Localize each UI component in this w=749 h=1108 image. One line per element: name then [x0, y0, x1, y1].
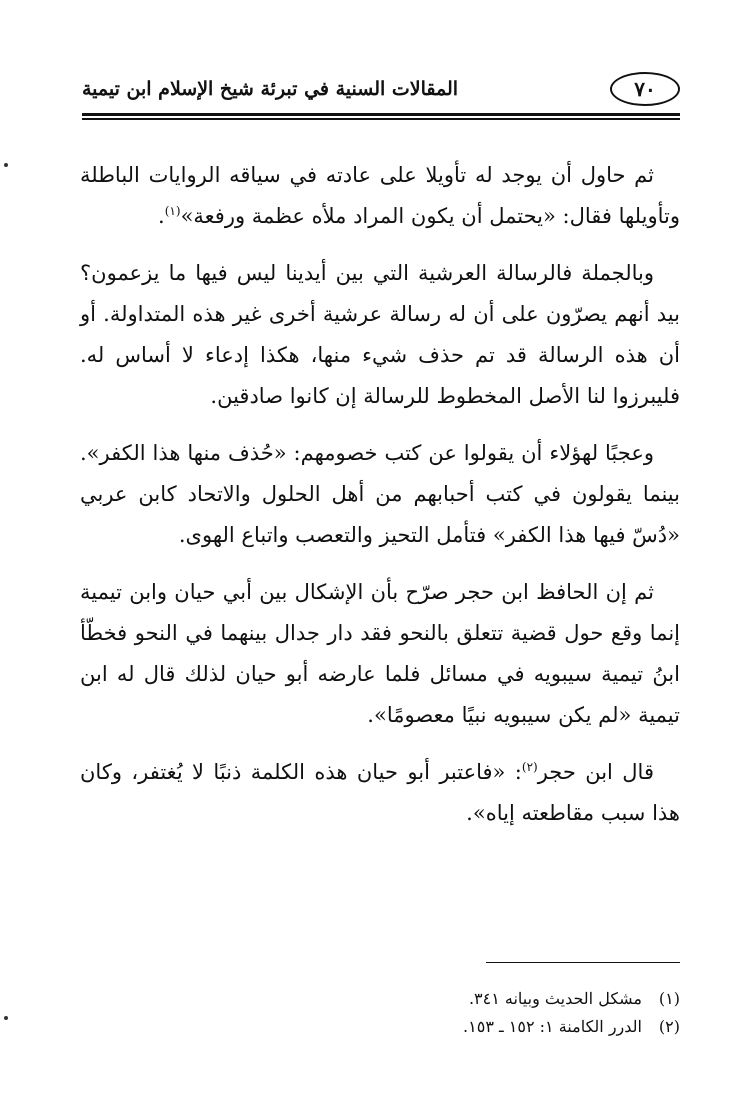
footnote-ref-2: (٢) [521, 760, 538, 774]
footnote-ref-1: (١) [164, 204, 181, 218]
paragraph-5-text: : «فاعتبر أبو حيان هذه الكلمة ذنبًا لا يُغتفر، وكان هذا سبب مقاطعته إياه». [80, 760, 680, 825]
paragraph-2: وبالجملة فالرسالة العرشية التي بين أيدينا ليس فيها ما يزعمون؟ بيد أنهم يصرّون على أن له رسالة عرشية أخرى غير هذه المتداولة. أو أن هذه الرسالة قد تم حذف شيء منها، هكذا إدعاء لا أساس له. فليبرزوا لنا الأصل المخطوط للرسالة إن كانوا صادقين. [80, 261, 680, 408]
margin-mark [4, 163, 8, 167]
page-header [82, 72, 680, 108]
footnote-2 [260, 1013, 680, 1041]
page-number: ٧٠ [610, 72, 680, 106]
paragraph-4: ثم إن الحافظ ابن حجر صرّح بأن الإشكال بين أبي حيان وابن تيمية إنما وقع حول قضية تتعلق بالنحو فقد دار جدال بينهما في النحو فخطّأ ابنُ تيمية سيبويه في مسائل فلما عارضه أبو حيان لذلك قال له ابن تيمية «لم يكن سيبويه نبيًا معصومًا». [80, 580, 680, 727]
footnote-text: مشكل الحديث وبيانه ٣٤١. [468, 989, 642, 1008]
footnotes [260, 985, 680, 1041]
paragraph-5 [80, 752, 680, 834]
margin-mark [4, 1016, 8, 1020]
paragraph-5-start: قال ابن حجر [537, 760, 654, 784]
body-text [80, 155, 680, 850]
footnote-text: الدرر الكامنة ١: ١٥٢ ـ ١٥٣. [463, 1017, 642, 1036]
footnote-separator [486, 962, 680, 963]
running-title: المقالات السنية في تبرئة شيخ الإسلام ابن تيمية [82, 78, 459, 100]
paragraph-3: وعجبًا لهؤلاء أن يقولوا عن كتب خصومهم: «حُذف منها هذا الكفر». بينما يقولون في كتب أحبابهم من أهل الحلول والاتحاد كابن عربي «دُسّ فيها هذا الكفر» فتأمل التحيز والتعصب واتباع الهوى. [80, 441, 680, 547]
paragraph-1-end: . [158, 204, 165, 228]
header-rule-secondary [82, 118, 680, 120]
paragraph-1-text: ثم حاول أن يوجد له تأويلا على عادته في سياقه الروايات الباطلة وتأويلها فقال: «يحتمل أن يكون المراد ملأه عظمة ورفعة» [80, 163, 680, 228]
footnote-number: (١) [658, 989, 680, 1008]
paragraph-1 [80, 155, 680, 237]
footnote-number: (٢) [658, 1017, 680, 1036]
header-rule [82, 113, 680, 116]
footnote-1 [260, 985, 680, 1013]
